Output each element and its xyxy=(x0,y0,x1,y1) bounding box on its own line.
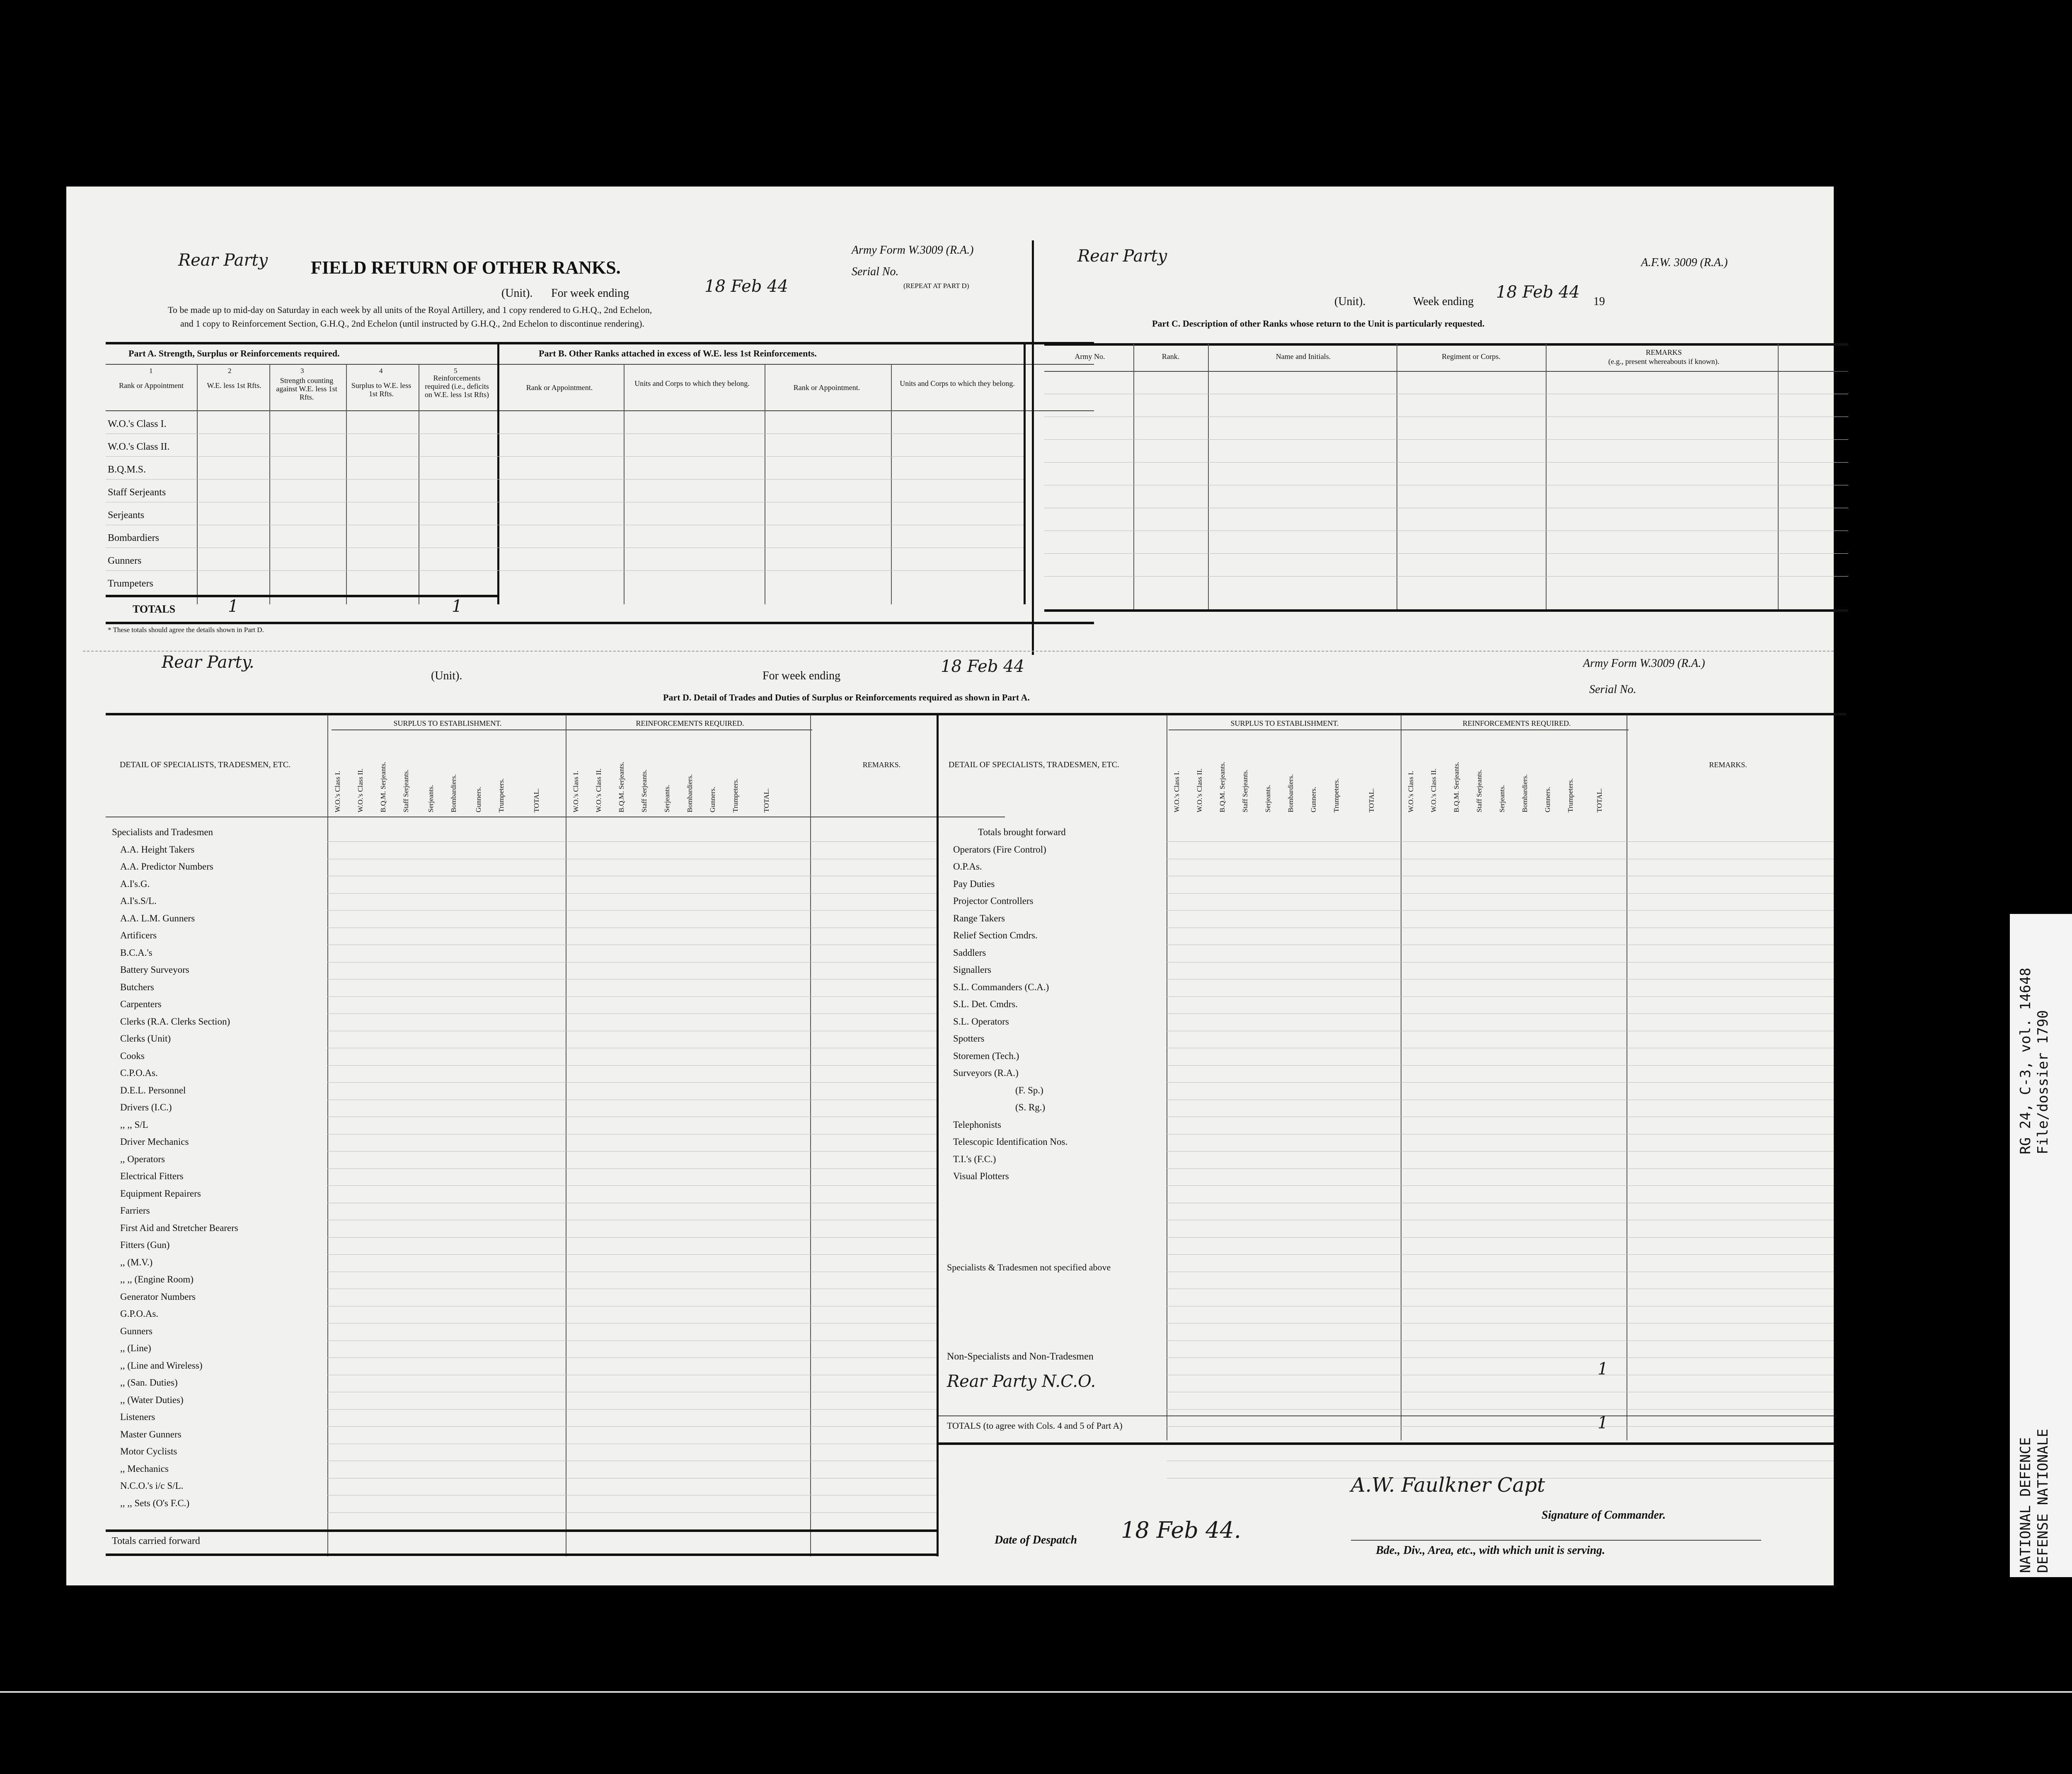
row-rule xyxy=(327,1409,937,1410)
part-d-right-row-label: Operators (Fire Control) xyxy=(953,844,1046,855)
part-d-right-row-label: Pay Duties xyxy=(953,878,995,889)
scan-edge-line xyxy=(0,1691,2072,1693)
row-rule xyxy=(1167,1357,1834,1358)
part-d-right-row-label: Spotters xyxy=(953,1033,985,1044)
part-d-left-row-label: A.I's.G. xyxy=(120,878,150,889)
part-d-right-row-label: Telescopic Identification Nos. xyxy=(953,1137,1068,1147)
sub-header: Staff Serjeants. xyxy=(640,769,648,812)
rank-row: Trumpeters xyxy=(108,578,153,589)
row-rule xyxy=(1167,1082,1834,1083)
part-d-left-row-label: Equipment Repairers xyxy=(120,1188,201,1199)
row-rule xyxy=(327,1168,937,1169)
part-d-left-row-label: ,, (Water Duties) xyxy=(120,1394,184,1405)
part-d-right-row-label: Projector Controllers xyxy=(953,896,1034,906)
week-ending-label: For week ending xyxy=(551,287,629,300)
totals-label: TOTALS xyxy=(133,603,176,615)
part-d-right-row-label: (S. Rg.) xyxy=(1015,1102,1046,1112)
part-b-title: Part B. Other Ranks attached in excess of W.E. less 1st Reinforcements. xyxy=(539,348,817,359)
part-d-left-row-label: Butchers xyxy=(120,982,154,992)
sub-header: W.O.'s Class I. xyxy=(572,771,580,812)
instructions-line-2: and 1 copy to Reinforcement Section, G.H.Q., 2nd Echelon (until instructed by G.H.Q., 2nd Echelon to discontinue rendering). xyxy=(180,318,644,329)
part-d-left-row-label: ,, Operators xyxy=(120,1154,165,1164)
sub-header: TOTAL. xyxy=(762,788,770,812)
part-d-left-row-label: Fitters (Gun) xyxy=(120,1240,170,1250)
col-number-1: 1 xyxy=(149,367,153,375)
unit-handwritten-top: Rear Party xyxy=(178,251,268,270)
part-d-right-row-label: S.L. Operators xyxy=(953,1016,1009,1027)
part-c-form-label: A.F.W. 3009 (R.A.) xyxy=(1641,256,1728,269)
part-b-header-rank-2: Rank or Appointment. xyxy=(793,383,860,392)
part-d-left-row-label: ,, (San. Duties) xyxy=(120,1377,178,1388)
part-d-left-row-label: Specialists and Tradesmen xyxy=(112,827,213,837)
row-rule xyxy=(327,1512,937,1513)
part-d-left-row-label: A.I's.S/L. xyxy=(120,896,157,906)
part-d-left-row-label: A.A. Predictor Numbers xyxy=(120,861,213,872)
week-ending-value: 18 Feb 44 xyxy=(704,277,789,296)
sub-header: Trumpeters. xyxy=(731,778,739,812)
row-rule xyxy=(327,1357,937,1358)
sub-header: Bombardiers. xyxy=(1287,774,1295,812)
row-rule xyxy=(1167,1426,1834,1427)
part-d-right-row-label: (F. Sp.) xyxy=(1015,1085,1043,1095)
part-c-unit-handwritten: Rear Party xyxy=(1077,247,1167,266)
sub-header: Staff Serjeants. xyxy=(1475,769,1483,812)
col-header-strength: Strength counting against W.E. less 1st Rfts. xyxy=(276,376,337,401)
sub-header: Gunners. xyxy=(1544,787,1552,812)
col-number-3: 3 xyxy=(300,367,304,375)
row-rule xyxy=(327,1065,937,1066)
rank-row: Serjeants xyxy=(108,510,144,521)
row-rule xyxy=(327,1254,937,1255)
row-rule xyxy=(1167,996,1834,997)
part-d-right-row-label: Saddlers xyxy=(953,947,986,958)
sub-header: Bombardiers. xyxy=(686,774,694,812)
row-rule xyxy=(327,893,937,894)
part-d-right-row-label: Telephonists xyxy=(953,1119,1001,1130)
part-c-year-suffix: 19 xyxy=(1593,295,1605,308)
sub-header: TOTAL. xyxy=(1368,788,1375,812)
part-d-left-row-label: ,, (Line and Wireless) xyxy=(120,1360,203,1371)
row-rule xyxy=(1167,1340,1834,1341)
detail-header-right: DETAIL OF SPECIALISTS, TRADESMEN, ETC. xyxy=(948,760,1120,769)
reinf-header-left: REINFORCEMENTS REQUIRED. xyxy=(636,719,744,727)
rank-row: W.O.'s Class I. xyxy=(108,419,167,429)
row-rule xyxy=(1167,1409,1834,1410)
non-specialists-label: Non-Specialists and Non-Tradesmen xyxy=(947,1351,1094,1362)
sub-header: B.Q.M. Serjeants. xyxy=(379,761,387,812)
part-d-right-row-label: Totals brought forward xyxy=(978,827,1066,837)
serial-note: (REPEAT AT PART D) xyxy=(903,282,969,290)
part-c-header-regiment: Regiment or Corps. xyxy=(1442,352,1501,361)
part-b-header-rank-1: Rank or Appointment. xyxy=(526,383,593,392)
part-d-left-row-label: ,, (Line) xyxy=(120,1343,151,1353)
row-rule xyxy=(327,1013,937,1014)
sub-header: W.O.'s Class II. xyxy=(1196,768,1203,812)
part-d-left-row-label: Motor Cyclists xyxy=(120,1446,177,1457)
part-d-serial-no: Serial No. xyxy=(1589,683,1636,696)
part-d-week-ending-value: 18 Feb 44 xyxy=(941,657,1025,676)
sub-header: Staff Serjeants. xyxy=(402,769,410,812)
col-header-reinforcements: Reinforcements required (i.e., deficits on W.E. less 1st Rfts) xyxy=(424,374,489,399)
totals-carried-forward: Totals carried forward xyxy=(112,1536,200,1546)
part-d-left-row-label: Master Gunners xyxy=(120,1429,182,1440)
rank-row: W.O.'s Class II. xyxy=(108,441,170,452)
footnote: * These totals should agree the details shown in Part D. xyxy=(108,626,264,634)
totals-col5-value: 1 xyxy=(452,597,462,616)
sub-header: Gunners. xyxy=(709,787,716,812)
rank-row: Bombardiers xyxy=(108,533,159,543)
sub-header: B.Q.M. Serjeants. xyxy=(617,761,625,812)
archive-dept-fr: DEFENSE NATIONALE xyxy=(2035,1429,2051,1573)
part-d-left-row-label: Farriers xyxy=(120,1205,150,1216)
surplus-header-right: SURPLUS TO ESTABLISHMENT. xyxy=(1230,719,1339,727)
col-number-4: 4 xyxy=(379,367,383,375)
part-c-week-ending-value: 18 Feb 44 xyxy=(1496,283,1580,302)
part-d-left-row-label: ,, Mechanics xyxy=(120,1463,169,1474)
part-d-left-row-label: ,, ,, (Engine Room) xyxy=(120,1274,194,1284)
part-d-left-row-label: Battery Surveyors xyxy=(120,965,189,975)
part-c-header-army-no: Army No. xyxy=(1075,352,1105,361)
part-d-left-row-label: Gunners xyxy=(120,1326,152,1336)
col-header-surplus: Surplus to W.E. less 1st Rfts. xyxy=(351,381,411,398)
entry-total: 1 xyxy=(1598,1360,1608,1379)
part-d-left-row-label: ,, (M.V.) xyxy=(120,1257,153,1267)
part-d-right-row-label: Visual Plotters xyxy=(953,1171,1009,1181)
col-header-rank: Rank or Appointment xyxy=(119,381,184,390)
row-rule xyxy=(1167,893,1834,894)
totals-col2-value: 1 xyxy=(228,597,239,616)
despatch-value: 18 Feb 44. xyxy=(1121,1517,1241,1543)
form-title: FIELD RETURN OF OTHER RANKS. xyxy=(311,257,621,278)
part-d-totals-label: TOTALS (to agree with Cols. 4 and 5 of Part A) xyxy=(947,1420,1123,1431)
part-d-left-row-label: Clerks (Unit) xyxy=(120,1033,171,1044)
instructions-line-1: To be made up to mid-day on Saturday in each week by all units of the Royal Artillery, and 1 copy rendered to G.H.Q., 2nd Echelon, xyxy=(168,305,652,315)
part-c-remarks-note: (e.g., present whereabouts if known). xyxy=(1608,357,1719,366)
part-d-right-row-label: S.L. Commanders (C.A.) xyxy=(953,982,1049,992)
part-d-left-row-label: ,, ,, S/L xyxy=(120,1119,148,1130)
part-d-left-row-label: N.C.O.'s i/c S/L. xyxy=(120,1481,184,1491)
sub-header: Gunners. xyxy=(474,787,482,812)
sub-header: W.O.'s Class II. xyxy=(356,768,364,812)
rank-row: Staff Serjeants xyxy=(108,487,166,498)
part-d-left-row-label: Clerks (R.A. Clerks Section) xyxy=(120,1016,230,1027)
handwritten-entry: Rear Party N.C.O. xyxy=(947,1372,1096,1391)
part-d-left-row-label: Carpenters xyxy=(120,999,162,1009)
specialists-not-specified: Specialists & Tradesmen not specified above xyxy=(947,1262,1111,1272)
part-b-header-units-2: Units and Corps to which they belong. xyxy=(900,379,1015,388)
sub-header: W.O.'s Class I. xyxy=(1407,771,1415,812)
part-d-left-row-label: Driver Mechanics xyxy=(120,1137,189,1147)
part-c-header-name: Name and Initials. xyxy=(1276,352,1331,361)
part-d-left-row-label: Listeners xyxy=(120,1412,155,1422)
sub-header: W.O.'s Class II. xyxy=(595,768,603,812)
part-d-left-row-label: B.C.A.'s xyxy=(120,947,152,958)
row-rule xyxy=(1167,1185,1834,1186)
archive-label-reference xyxy=(2010,914,2072,1577)
scanned-form-page xyxy=(66,187,1834,1585)
row-rule xyxy=(1167,1237,1834,1238)
part-d-unit-handwritten: Rear Party. xyxy=(162,653,254,672)
part-d-unit-label: (Unit). xyxy=(431,669,462,682)
sub-header: Serjeants. xyxy=(1498,785,1506,812)
part-d-right-row-label: Relief Section Cmdrs. xyxy=(953,930,1038,940)
part-d-left-row-label: Artificers xyxy=(120,930,157,940)
sub-header: Trumpeters. xyxy=(497,778,505,812)
serial-no-label: Serial No. xyxy=(852,265,899,278)
sub-header: B.Q.M. Serjeants. xyxy=(1452,761,1460,812)
rank-row: B.Q.M.S. xyxy=(108,464,146,475)
row-rule xyxy=(327,1340,937,1341)
reinf-header-right: REINFORCEMENTS REQUIRED. xyxy=(1462,719,1571,727)
sub-header: Staff Serjeants. xyxy=(1241,769,1249,812)
col-number-2: 2 xyxy=(228,367,232,375)
row-rule xyxy=(1167,1013,1834,1014)
row-rule xyxy=(327,1426,937,1427)
sub-header: W.O.'s Class II. xyxy=(1430,768,1438,812)
part-d-right-row-label: Surveyors (R.A.) xyxy=(953,1068,1019,1078)
part-c-week-ending-label: Week ending xyxy=(1413,295,1474,308)
archive-reference: RG 24, C-3, vol. 14648 xyxy=(2017,967,2034,1154)
surplus-header-left: SURPLUS TO ESTABLISHMENT. xyxy=(393,719,502,727)
rank-row: Gunners xyxy=(108,555,142,566)
part-d-left-row-label: ,, ,, Sets (O's F.C.) xyxy=(120,1498,190,1508)
part-c-unit-label: (Unit). xyxy=(1334,295,1366,308)
bde-line: Bde., Div., Area, etc., with which unit is serving. xyxy=(1376,1544,1605,1557)
sub-header: W.O.'s Class I. xyxy=(1173,771,1181,812)
row-rule xyxy=(327,996,937,997)
col-number-5: 5 xyxy=(454,367,457,375)
part-d-week-ending-label: For week ending xyxy=(762,669,841,682)
part-d-left-row-label: A.A. Height Takers xyxy=(120,844,195,855)
part-d-left-row-label: Electrical Fitters xyxy=(120,1171,184,1181)
row-rule xyxy=(1167,910,1834,911)
sub-header: Serjeants. xyxy=(427,785,435,812)
despatch-label: Date of Despatch xyxy=(995,1534,1077,1546)
part-c-header-rank: Rank. xyxy=(1162,352,1180,361)
part-d-right-row-label: O.P.As. xyxy=(953,861,982,872)
detail-header-left: DETAIL OF SPECIALISTS, TRADESMEN, ETC. xyxy=(119,760,291,769)
army-form-label: Army Form W.3009 (R.A.) xyxy=(852,244,974,257)
part-c-title: Part C. Description of other Ranks whose return to the Unit is particularly requested. xyxy=(1152,318,1485,329)
sub-header: W.O.'s Class I. xyxy=(334,771,341,812)
archive-file: File/dossier 1790 xyxy=(2035,1010,2051,1154)
row-rule xyxy=(1167,841,1834,842)
part-d-left-row-label: A.A. L.M. Gunners xyxy=(120,913,195,923)
col-header-we: W.E. less 1st Rfts. xyxy=(207,381,261,390)
row-rule xyxy=(327,1185,937,1186)
sub-header: TOTAL. xyxy=(533,788,540,812)
row-rule xyxy=(1167,1168,1834,1169)
row-rule xyxy=(327,910,937,911)
sub-header: Trumpeters. xyxy=(1566,778,1574,812)
remarks-header-right: REMARKS. xyxy=(1709,761,1747,769)
part-d-title: Part D. Detail of Trades and Duties of Surplus or Reinforcements required as shown in Part A. xyxy=(663,692,1030,703)
part-d-right-row-label: Range Takers xyxy=(953,913,1005,923)
part-d-right-row-label: Signallers xyxy=(953,965,991,975)
sub-header: Serjeants. xyxy=(663,785,671,812)
row-rule xyxy=(327,841,937,842)
row-rule xyxy=(327,1082,937,1083)
part-d-right-row-label: S.L. Det. Cmdrs. xyxy=(953,999,1018,1009)
sub-header: Bombardiers. xyxy=(1521,774,1529,812)
part-d-right-row-label: Storemen (Tech.) xyxy=(953,1050,1019,1061)
part-d-left-row-label: Drivers (I.C.) xyxy=(120,1102,172,1112)
unit-label: (Unit). xyxy=(501,287,533,300)
part-a-title: Part A. Strength, Surplus or Reinforcements required. xyxy=(128,348,340,359)
remarks-header-left: REMARKS. xyxy=(862,761,901,769)
sub-header: TOTAL. xyxy=(1595,788,1603,812)
part-d-left-row-label: Generator Numbers xyxy=(120,1291,196,1302)
sub-header: B.Q.M. Serjeants. xyxy=(1218,761,1226,812)
part-d-army-form: Army Form W.3009 (R.A.) xyxy=(1583,657,1705,670)
part-d-left-row-label: Cooks xyxy=(120,1050,145,1061)
part-b-header-units-1: Units and Corps to which they belong. xyxy=(634,379,750,388)
part-d-totals-value: 1 xyxy=(1598,1413,1608,1432)
part-c-header-remarks: REMARKS xyxy=(1646,348,1682,356)
sub-header: Gunners. xyxy=(1310,787,1317,812)
row-rule xyxy=(327,1237,937,1238)
part-d-left-row-label: First Aid and Stretcher Bearers xyxy=(120,1222,238,1233)
part-d-left-row-label: D.E.L. Personnel xyxy=(120,1085,186,1095)
row-rule xyxy=(1167,1065,1834,1066)
commander-signature: A.W. Faulkner Capt xyxy=(1351,1473,1545,1497)
archive-dept-en: NATIONAL DEFENCE xyxy=(2017,1437,2034,1573)
part-d-right-row-label: T.I.'s (F.C.) xyxy=(953,1154,996,1164)
sub-header: Bombardiers. xyxy=(450,774,457,812)
sub-header: Trumpeters. xyxy=(1332,778,1340,812)
part-d-left-row-label: C.P.O.As. xyxy=(120,1068,158,1078)
sub-header: Serjeants. xyxy=(1264,785,1272,812)
part-d-left-row-label: G.P.O.As. xyxy=(120,1309,159,1319)
row-rule xyxy=(1167,1254,1834,1255)
signature-label: Signature of Commander. xyxy=(1542,1509,1666,1522)
